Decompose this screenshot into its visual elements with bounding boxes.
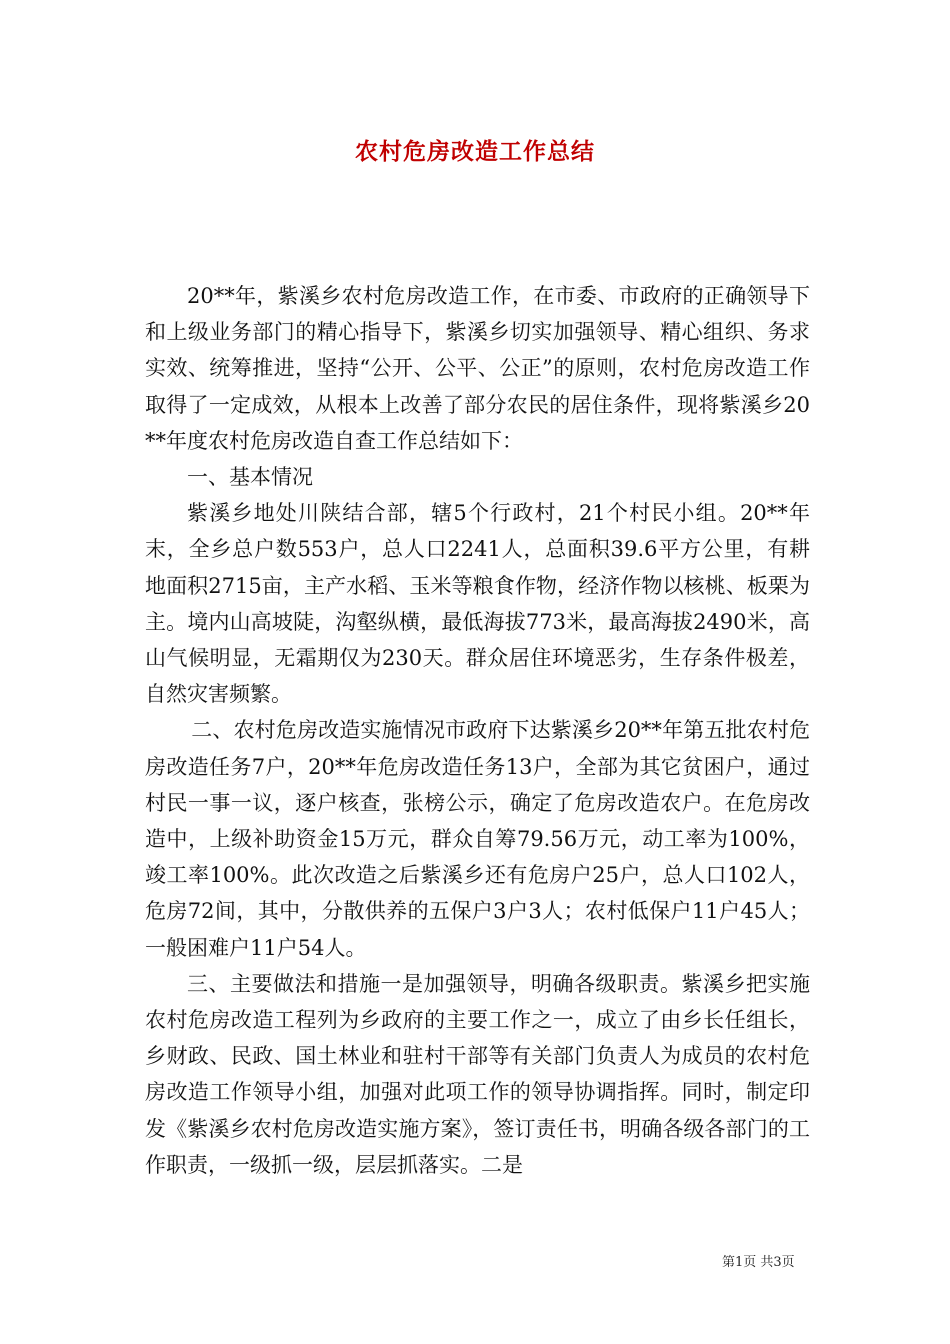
page-number: 第1页 共3页 — [722, 1255, 795, 1270]
paragraph-intro: 20**年，紫溪乡农村危房改造工作，在市委、市政府的正确领导下和上级业务部门的精心指导下，紫溪乡切实加强领导、精心组织、务求实效、统筹推进，坚持“公开、公平、公正”的原则，农村危房改造工作取得了一定成效，从根本上改善了部分农民的居住条件，现将紫溪乡20**年度农村危房改造自查工作总结如下： — [145, 284, 810, 453]
paragraph-basic-situation: 紫溪乡地处川陕结合部，辖5个行政村，21个村民小组。20**年末，全乡总户数553户，总人口2241人，总面积39.6平方公里，有耕地面积2715亩，主产水稻、玉米等粮食作物，经济作物以核桃、板栗为主。境内山高坡陡，沟壑纵横，最低海拔773米，最高海拔2490米，高山气候明显，无霜期仅为230天。群众居住环境恶劣，生存条件极差，自然灾害频繁。 — [145, 501, 810, 707]
section-heading-basic-situation: 一、基本情况 — [187, 465, 313, 490]
document-title: 农村危房改造工作总结 — [355, 138, 595, 165]
paragraph-implementation: 二、农村危房改造实施情况市政府下达紫溪乡20**年第五批农村危房改造任务7户，20**年危房改造任务13户，全部为其它贫困户，通过村民一事一议，逐户核查，张榜公示，确定了危房改造农户。在危房改造中，上级补助资金15万元，群众自筹79.56万元，动工率为100%，竣工率100%。此次改造之后紫溪乡还有危房户25户，总人口102人，危房72间，其中，分散供养的五保户3户3人；农村低保户11户45人；一般困难户11户54人。 — [145, 718, 810, 960]
document-body — [145, 278, 810, 1183]
paragraph-measures: 三、主要做法和措施一是加强领导，明确各级职责。紫溪乡把实施农村危房改造工程列为乡政府的主要工作之一，成立了由乡长任组长，乡财政、民政、国土林业和驻村干部等有关部门负责人为成员的农村危房改造工作领导小组，加强对此项工作的领导协调指挥。同时，制定印发《紫溪乡农村危房改造实施方案》，签订责任书，明确各级各部门的工作职责，一级抓一级，层层抓落实。二是 — [145, 971, 810, 1177]
